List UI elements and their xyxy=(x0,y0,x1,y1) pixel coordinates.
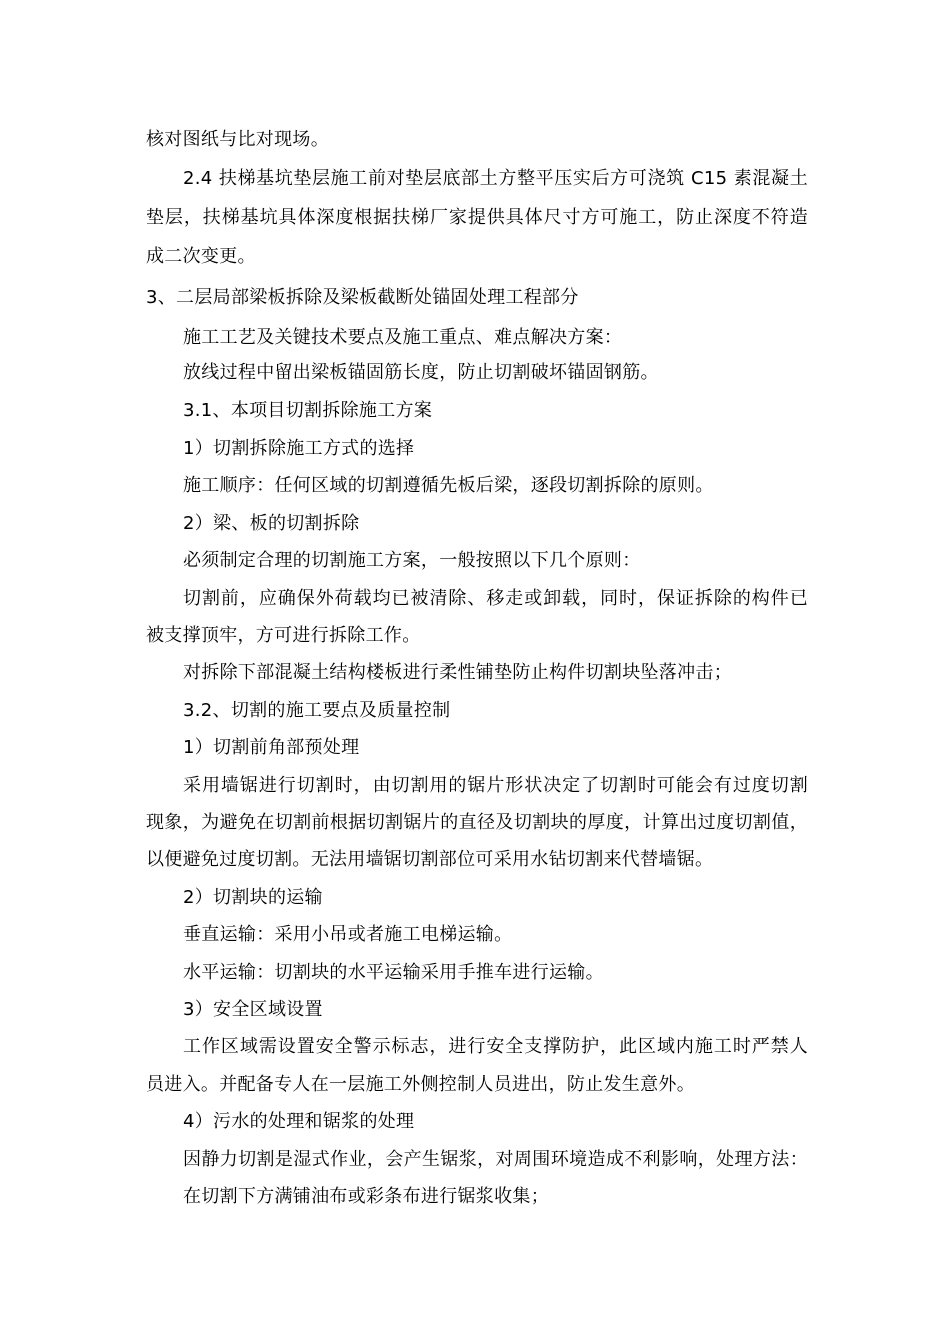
text-line-23: 水平运输：切割块的水平运输采用手推车进行运输。 xyxy=(183,962,604,983)
item-heading-2b: 2）切割块的运输 xyxy=(183,887,323,908)
text-line-18: 采用墙锯进行切割时，由切割用的锯片形状决定了切割时可能会有过度切割 xyxy=(183,775,808,796)
text-line-28: 因静力切割是湿式作业，会产生锯浆，对周围环境造成不利影响，处理方法： xyxy=(183,1149,808,1170)
item-heading-3: 3）安全区域设置 xyxy=(183,999,323,1020)
item-heading-2: 2）梁、板的切割拆除 xyxy=(183,513,360,534)
text-line-26: 员进入。并配备专人在一层施工外侧控制人员进出，防止发生意外。 xyxy=(146,1074,695,1095)
text-line-14: 被支撑顶牢，方可进行拆除工作。 xyxy=(146,625,421,646)
item-heading-1b: 1）切割前角部预处理 xyxy=(183,737,360,758)
item-heading-1: 1）切割拆除施工方式的选择 xyxy=(183,438,415,459)
text-line-25: 工作区域需设置安全警示标志，进行安全支撑防护，此区域内施工时严禁人 xyxy=(183,1036,808,1057)
text-line-1: 核对图纸与比对现场。 xyxy=(146,129,329,150)
text-line-19: 现象，为避免在切割前根据切割锯片的直径及切割块的厚度，计算出过度切割值， xyxy=(146,812,808,833)
item-heading-4: 4）污水的处理和锯浆的处理 xyxy=(183,1111,415,1132)
text-line-10: 施工顺序：任何区域的切割遵循先板后梁，逐段切割拆除的原则。 xyxy=(183,475,714,496)
text-line-2: 2.4 扶梯基坑垫层施工前对垫层底部土方整平压实后方可浇筑 C15 素混凝土 xyxy=(183,168,808,189)
section-heading-3: 3、二层局部梁板拆除及梁板截断处锚固处理工程部分 xyxy=(146,287,579,308)
text-line-12: 必须制定合理的切割施工方案，一般按照以下几个原则： xyxy=(183,550,641,571)
text-line-3: 垫层，扶梯基坑具体深度根据扶梯厂家提供具体尺寸方可施工，防止深度不符造 xyxy=(146,207,808,228)
subsection-heading-3-2: 3.2、切割的施工要点及质量控制 xyxy=(183,700,451,721)
text-line-6: 施工工艺及关键技术要点及施工重点、难点解决方案： xyxy=(183,327,623,348)
text-line-4: 成二次变更。 xyxy=(146,246,256,267)
text-line-20: 以便避免过度切割。无法用墙锯切割部位可采用水钻切割来代替墙锯。 xyxy=(146,849,714,870)
subsection-heading-3-1: 3.1、本项目切割拆除施工方案 xyxy=(183,400,433,421)
text-line-7: 放线过程中留出梁板锚固筋长度，防止切割破坏锚固钢筋。 xyxy=(183,362,659,383)
text-line-22: 垂直运输：采用小吊或者施工电梯运输。 xyxy=(183,924,513,945)
text-line-13: 切割前，应确保外荷载均已被清除、移走或卸载，同时，保证拆除的构件已 xyxy=(183,588,808,609)
text-line-29: 在切割下方满铺油布或彩条布进行锯浆收集； xyxy=(183,1186,549,1207)
text-line-15: 对拆除下部混凝土结构楼板进行柔性铺垫防止构件切割块坠落冲击； xyxy=(183,662,732,683)
